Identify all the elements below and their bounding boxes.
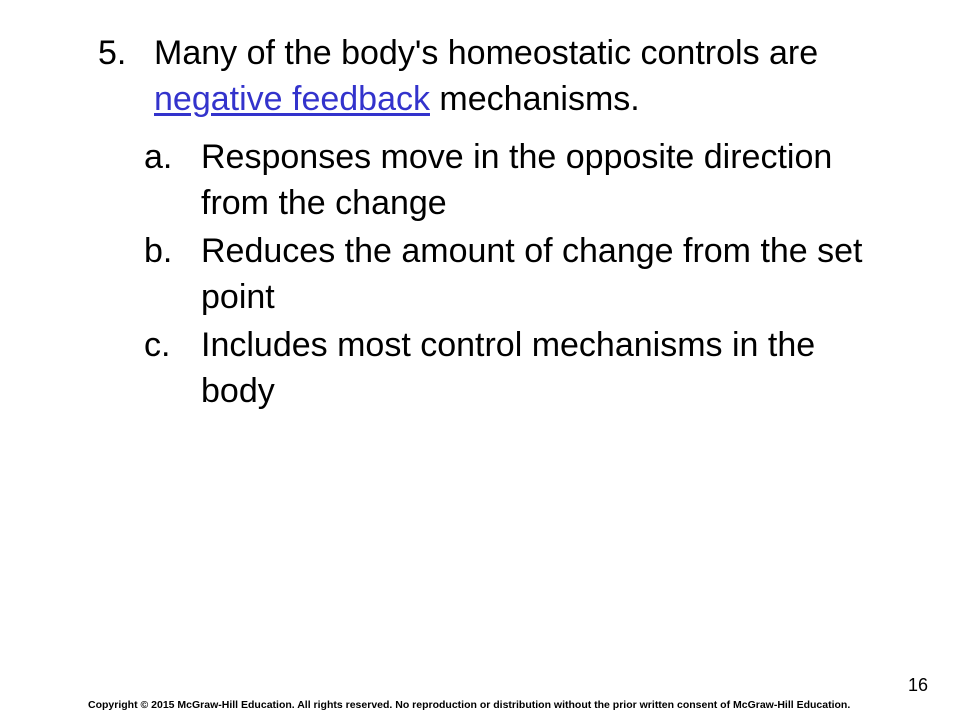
negative-feedback-link[interactable]: negative feedback <box>154 80 430 118</box>
sub-point-text: Reduces the amount of change from the set point <box>201 232 863 316</box>
sub-point-letter: b. <box>144 232 173 270</box>
page-number: 16 <box>907 675 928 695</box>
main-point-number: 5. <box>98 34 127 72</box>
sub-point-text: Includes most control mechanisms in the body <box>201 326 816 410</box>
sub-point-letter: c. <box>144 326 171 364</box>
main-point-text-after: mechanisms. <box>429 80 640 118</box>
copyright-notice: Copyright © 2015 McGraw-Hill Education. All rights reserved. No reproduction or distribution without the prior written consent of McGraw-Hill Education. <box>88 699 851 711</box>
sub-point-text: Responses move in the opposite direction from the change <box>201 138 833 222</box>
main-point-text <box>154 30 894 122</box>
main-point-text-before: Many of the body's homeostatic controls are <box>154 34 819 72</box>
sub-point-letter: a. <box>144 138 173 176</box>
